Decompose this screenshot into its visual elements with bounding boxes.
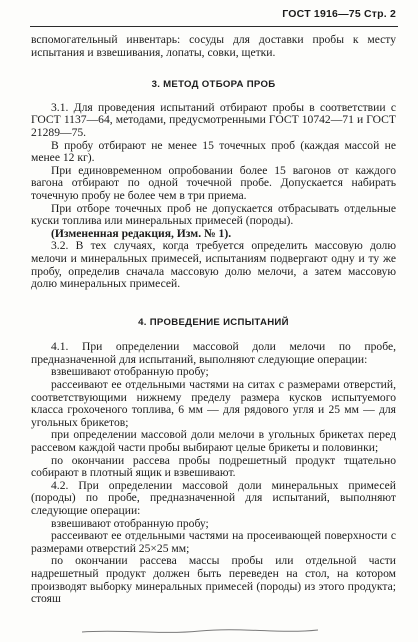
section-3-paragraph-3: При единовременном опробовании более 15 вагонов от каждого вагона отбирают по одной точечной пробе. Допускается набирать точечную пробу не более чем в три приема. [31, 163, 396, 202]
amendment-note: (Измененная редакция, Изм. № 1). [51, 226, 232, 240]
intro-paragraph: вспомогательный инвентарь: сосуды для доставки пробы к месту испытания и взвешивания, лопаты, совки, щетки. [31, 33, 396, 59]
section-4-paragraph-6: 4.2. При определении массовой доли минеральных примесей (породы) по пробе, предназначенной для испытаний, выполняют следующие операции: [31, 478, 396, 517]
section-4-paragraph-9-text: по окончании рассева массы пробы или отдельной части надрешетный продукт должен быть переведен на стол, на котором производят выборку минеральных примесей (породы) из этого продукта; [31, 554, 396, 593]
section-3-paragraph-1: 3.1. Для проведения испытаний отбирают пробы в соответствии с ГОСТ 1137—64, методами, предусмотренными ГОСТ 10742—71 и ГОСТ 21289—75. [31, 100, 396, 139]
section-3-title: 3. МЕТОД ОТБОРА ПРОБ [151, 79, 276, 91]
scan-artifact-line [80, 626, 320, 640]
section-4-paragraph-7: взвешивают отобранную пробу; [51, 516, 209, 530]
section-4-paragraph-5: по окончании рассева пробы подрешетный продукт тщательно собирают в плотный ящик и взвешивают. [31, 453, 396, 480]
section-3-paragraph-6: 3.2. В тех случаях, когда требуется определить массовую долю мелочи и минеральных примесей, испытаниям подвергают одну и ту же пробу, определив сначала массовую долю мелочи, а затем массовую долю минеральных примесей. [31, 239, 396, 291]
section-4-paragraph-9-tail: стояш [31, 592, 61, 606]
section-4-paragraph-8: рассеивают ее отдельными частями на просеивающей поверхности с размерами отверстий 25×25 мм; [31, 529, 396, 555]
section-4-paragraph-9 [31, 555, 396, 605]
section-4-paragraph-2: взвешивают отобранную пробу; [51, 365, 209, 379]
section-4-title: 4. ПРОВЕДЕНИЕ ИСПЫТАНИЙ [138, 316, 289, 328]
section-4-paragraph-4: при определении массовой доли мелочи в угольных брикетах перед рассевом каждой части пробы выбирают целые брикеты и половинки; [31, 428, 396, 455]
top-rule [30, 26, 398, 27]
page-body [31, 34, 396, 606]
section-3-paragraph-2: В пробу отбирают не менее 15 точечных проб (каждая массой не менее 12 кг). [31, 138, 396, 165]
section-3-paragraph-4: При отборе точечных проб не допускается отбрасывать отдельные куски топлива или минеральных примесей (породы). [31, 201, 396, 228]
running-head: ГОСТ 1916—75 Стр. 2 [282, 8, 396, 20]
section-4-paragraph-1: 4.1. При определении массовой доли мелочи по пробе, предназначенной для испытаний, выполняют следующие операции: [31, 340, 396, 366]
section-4-paragraph-3: рассеивают ее отдельными частями на ситах с размерами отверстий, соответствующими нижнему пределу размера кусков испытуемого класса грохоченого топлива, 6 мм — для рядового угля и 25 мм — для угольных брикетов; [31, 378, 396, 429]
